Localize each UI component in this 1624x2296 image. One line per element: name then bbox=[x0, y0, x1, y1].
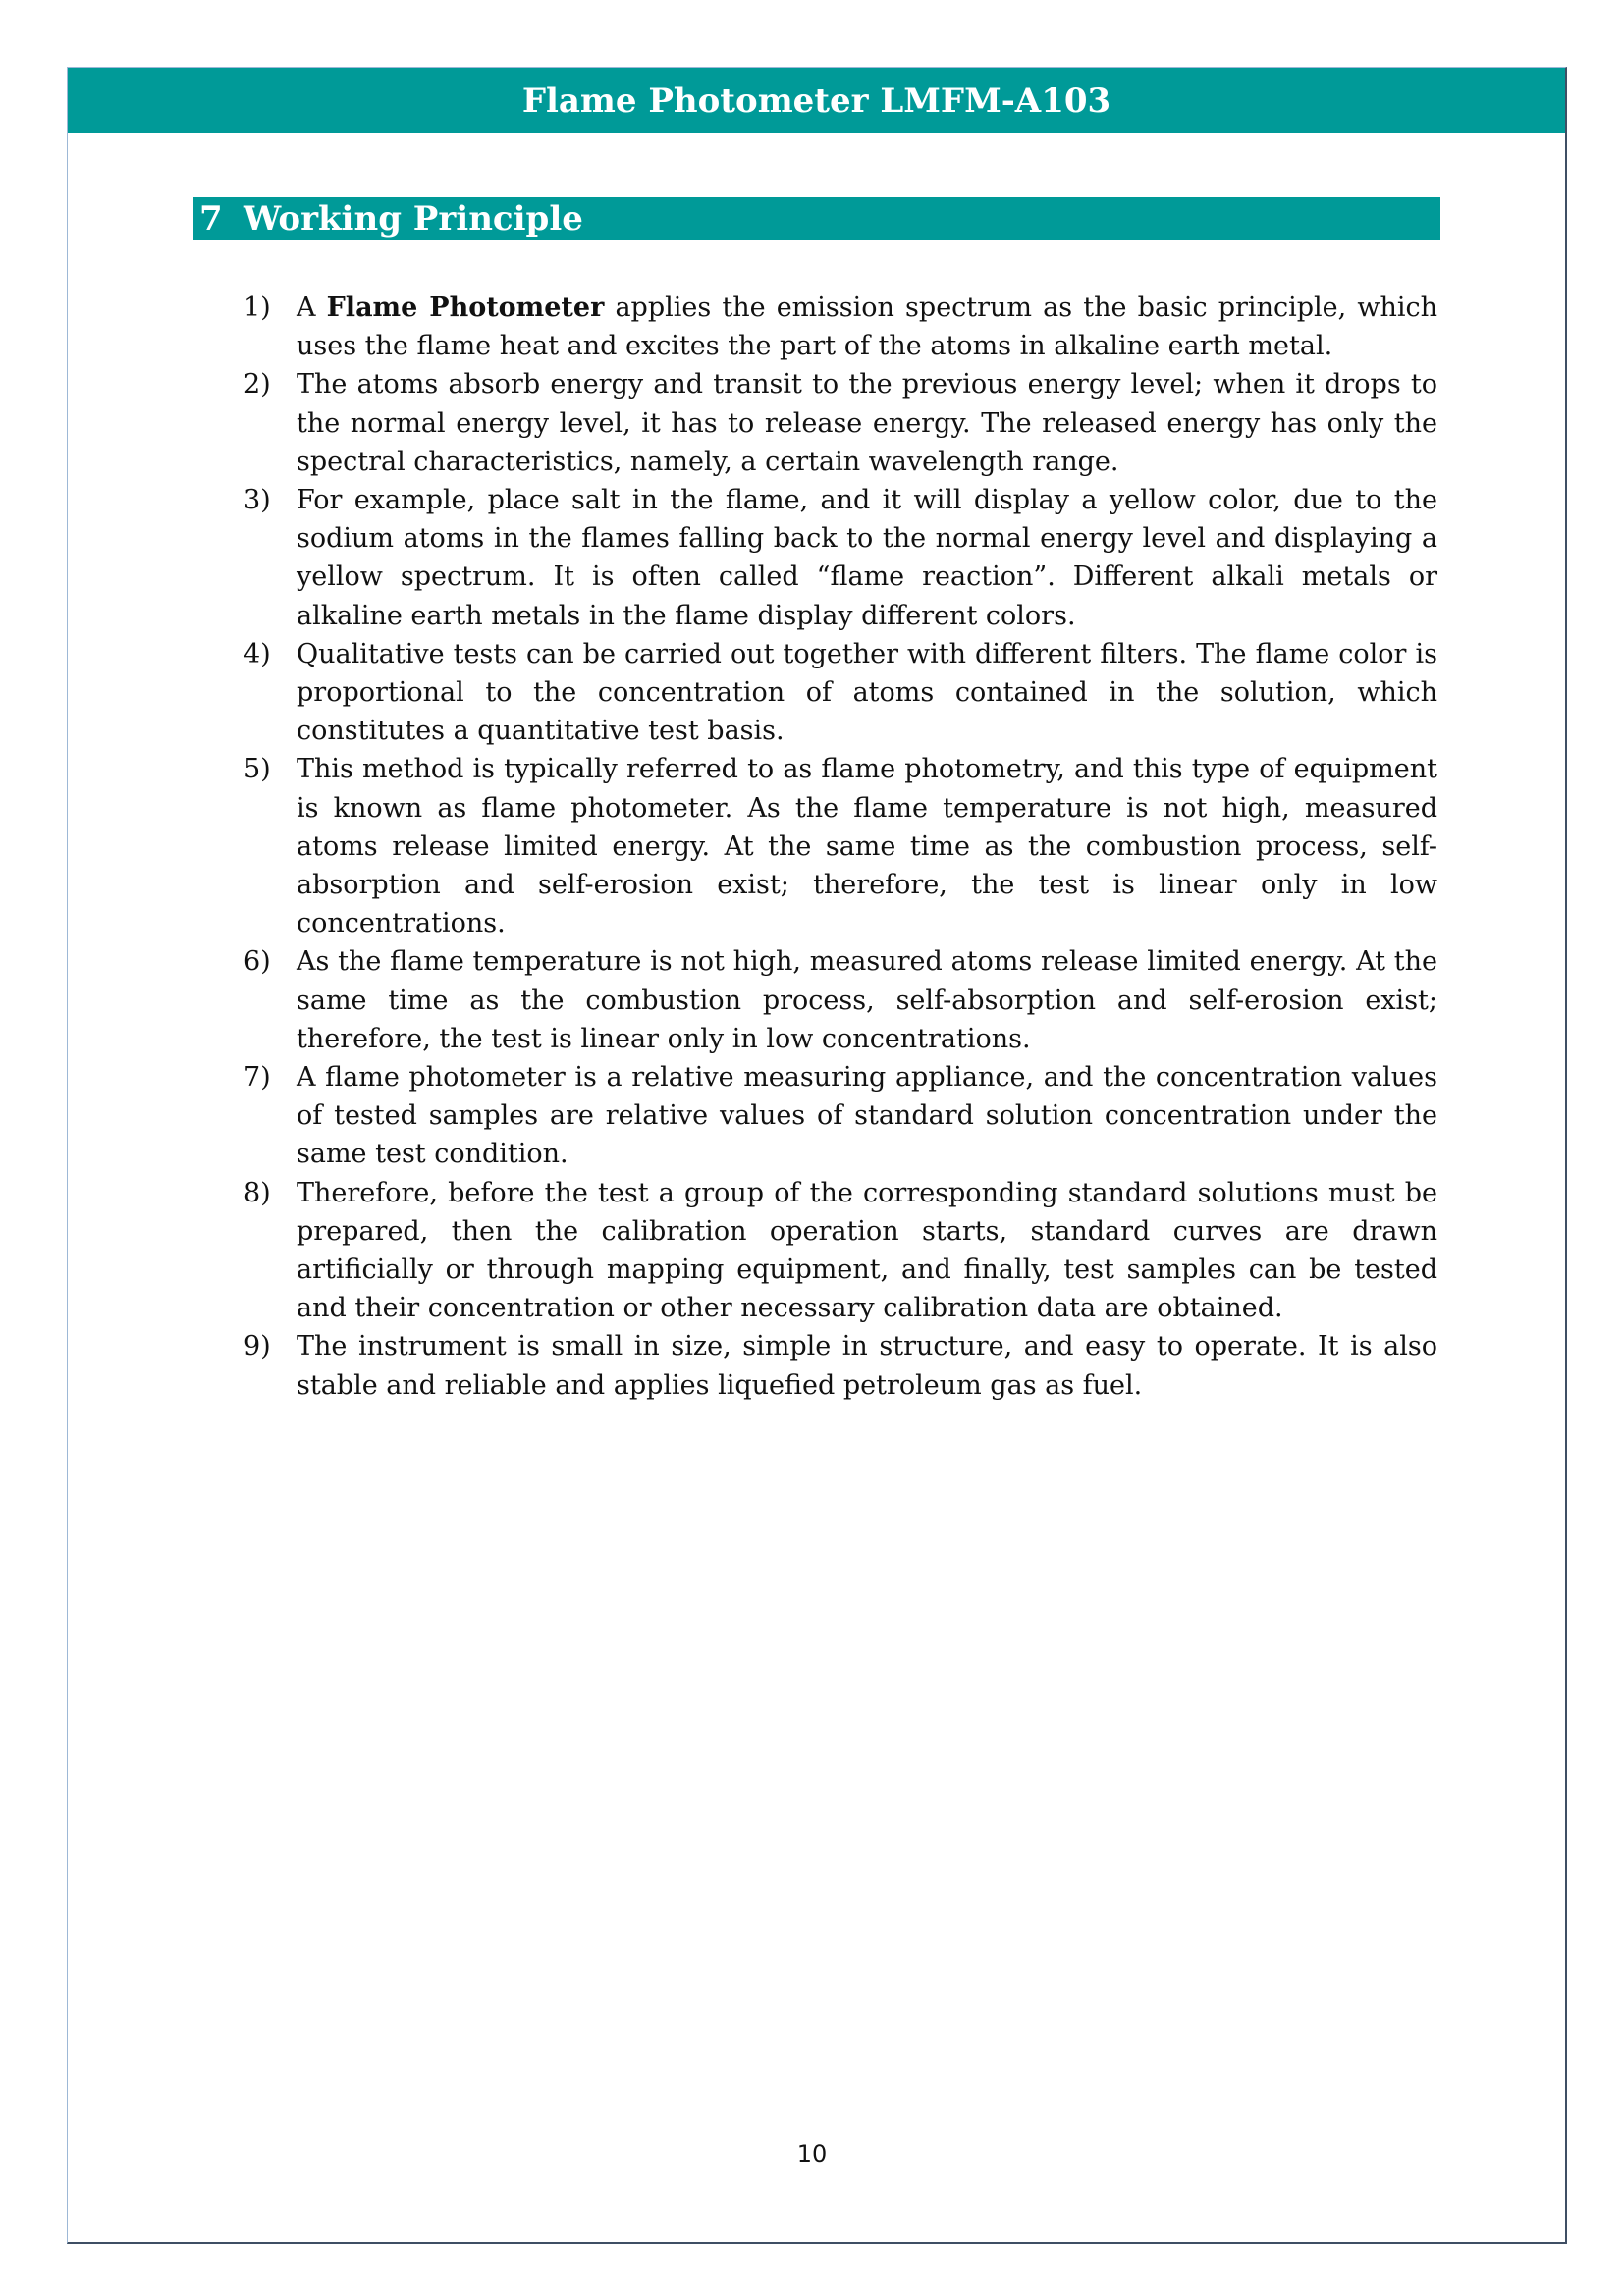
section-heading bbox=[193, 197, 1440, 240]
list-item bbox=[244, 1174, 1437, 1328]
list-item-text: This method is typically referred to as flame photometry, and this type of equipment is known as flame photometer. As the flame temperature is not high, measured atoms release limited energy. At the same time as the combustion process, self-absorption and self-erosion exist; therefore, the test is linear only in low concentrations. bbox=[297, 754, 1437, 939]
list-item-number: 9) bbox=[244, 1331, 271, 1362]
list-item-number: 3) bbox=[244, 485, 271, 516]
list-item-number: 5) bbox=[244, 754, 271, 785]
list-item-number: 7) bbox=[244, 1062, 271, 1094]
section-number: 7 bbox=[199, 199, 223, 239]
header-band bbox=[68, 68, 1565, 133]
section-title: Working Principle bbox=[244, 199, 583, 239]
list-item bbox=[244, 289, 1437, 365]
document-title: Flame Photometer LMFM-A103 bbox=[521, 80, 1111, 121]
list-item bbox=[244, 481, 1437, 635]
list-item bbox=[244, 635, 1437, 751]
list-item-number: 4) bbox=[244, 638, 271, 669]
list-item bbox=[244, 1058, 1437, 1174]
list-item-text: For example, place salt in the flame, and it will display a yellow color, due to the sodium atoms in the flames falling back to the normal energy level and displaying a yellow spectrum. It is often called “flame reaction”. Different alkali metals or alkaline earth metals in the flame display different colors. bbox=[297, 485, 1437, 631]
instrument-name-bold: Flame Photometer bbox=[326, 293, 605, 323]
page-number: 10 bbox=[796, 2140, 828, 2167]
list-item bbox=[244, 365, 1437, 481]
list-item-number: 2) bbox=[244, 369, 271, 400]
list-item-text: The instrument is small in size, simple in structure, and easy to operate. It is also stable and reliable and applies liquefied petroleum gas as fuel. bbox=[297, 1331, 1437, 1401]
list-item bbox=[244, 942, 1437, 1058]
list-item-text bbox=[297, 289, 1437, 365]
list-item bbox=[244, 1327, 1437, 1404]
list-item-number: 6) bbox=[244, 946, 271, 978]
list-item-number: 8) bbox=[244, 1177, 271, 1208]
list-item-lead: A bbox=[297, 293, 327, 323]
principle-list bbox=[244, 289, 1437, 1405]
list-item-number: 1) bbox=[244, 293, 271, 323]
list-item-text: The atoms absorb energy and transit to the previous energy level; when it drops to the normal energy level, it has to release energy. The released energy has only the spectral characteristics, namely, a certain wavelength range. bbox=[297, 369, 1437, 477]
list-item bbox=[244, 750, 1437, 942]
list-item-text: Therefore, before the test a group of the corresponding standard solutions must be prepared, then the calibration operation starts, standard curves are drawn artificially or through mapping equipment, and finally, test samples can be tested and their concentration or other necessary calibration data are obtained. bbox=[297, 1177, 1437, 1324]
list-item-text: A flame photometer is a relative measuring appliance, and the concentration values of tested samples are relative values of standard solution concentration under the same test condition. bbox=[297, 1062, 1437, 1170]
list-item-body: applies the emission spectrum as the basic principle, which uses the flame heat and excites the part of the atoms in alkaline earth metal. bbox=[297, 293, 1437, 362]
list-item-text: As the flame temperature is not high, measured atoms release limited energy. At the same time as the combustion process, self-absorption and self-erosion exist; therefore, the test is linear only in low concentrations. bbox=[297, 946, 1437, 1054]
list-item-text: Qualitative tests can be carried out together with different filters. The flame color is proportional to the concentration of atoms contained in the solution, which constitutes a quantitative test basis. bbox=[297, 638, 1437, 747]
